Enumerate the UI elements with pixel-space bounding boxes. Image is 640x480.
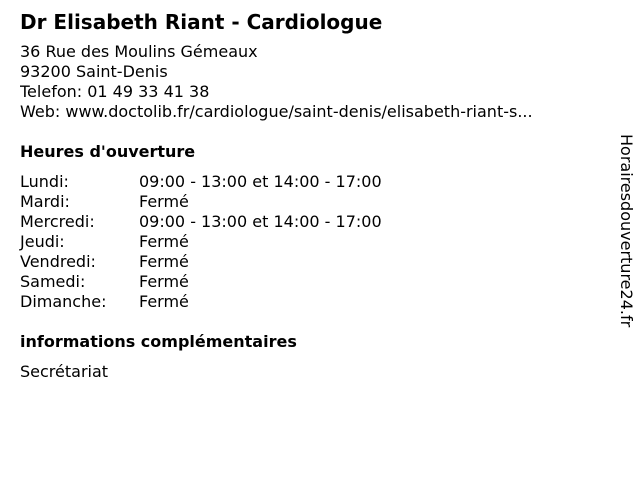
day-hours: 09:00 - 13:00 et 14:00 - 17:00 [139,212,382,231]
day-hours: Fermé [139,232,189,251]
additional-info-text: Secrétariat [20,362,109,381]
opening-hours-table [20,172,600,312]
listing-card [20,8,600,382]
hours-row-sunday [20,292,600,312]
hours-row-saturday [20,272,600,292]
day-label: Mercredi: [20,212,95,231]
hours-row-friday [20,252,600,272]
day-label: Vendredi: [20,252,96,271]
day-label: Samedi: [20,272,86,291]
phone-line: Telefon: 01 49 33 41 38 [20,82,210,101]
day-label: Lundi: [20,172,69,191]
day-label: Dimanche: [20,292,107,311]
address-line-2: 93200 Saint-Denis [20,62,168,81]
additional-info-heading: informations complémentaires [20,332,297,351]
opening-hours-heading: Heures d'ouverture [20,142,196,161]
day-hours: Fermé [139,192,189,211]
hours-row-wednesday [20,212,600,232]
day-hours: 09:00 - 13:00 et 14:00 - 17:00 [139,172,382,191]
day-label: Mardi: [20,192,70,211]
address-line-1: 36 Rue des Moulins Gémeaux [20,42,258,61]
day-hours: Fermé [139,272,189,291]
hours-row-thursday [20,232,600,252]
hours-row-monday [20,172,600,192]
page-title: Dr Elisabeth Riant - Cardiologue [20,10,383,34]
day-hours: Fermé [139,292,189,311]
site-watermark: Horairesdouverture24.fr [617,134,636,328]
day-label: Jeudi: [20,232,65,251]
hours-row-tuesday [20,192,600,212]
day-hours: Fermé [139,252,189,271]
web-line: Web: www.doctolib.fr/cardiologue/saint-denis/elisabeth-riant-s... [20,102,533,121]
